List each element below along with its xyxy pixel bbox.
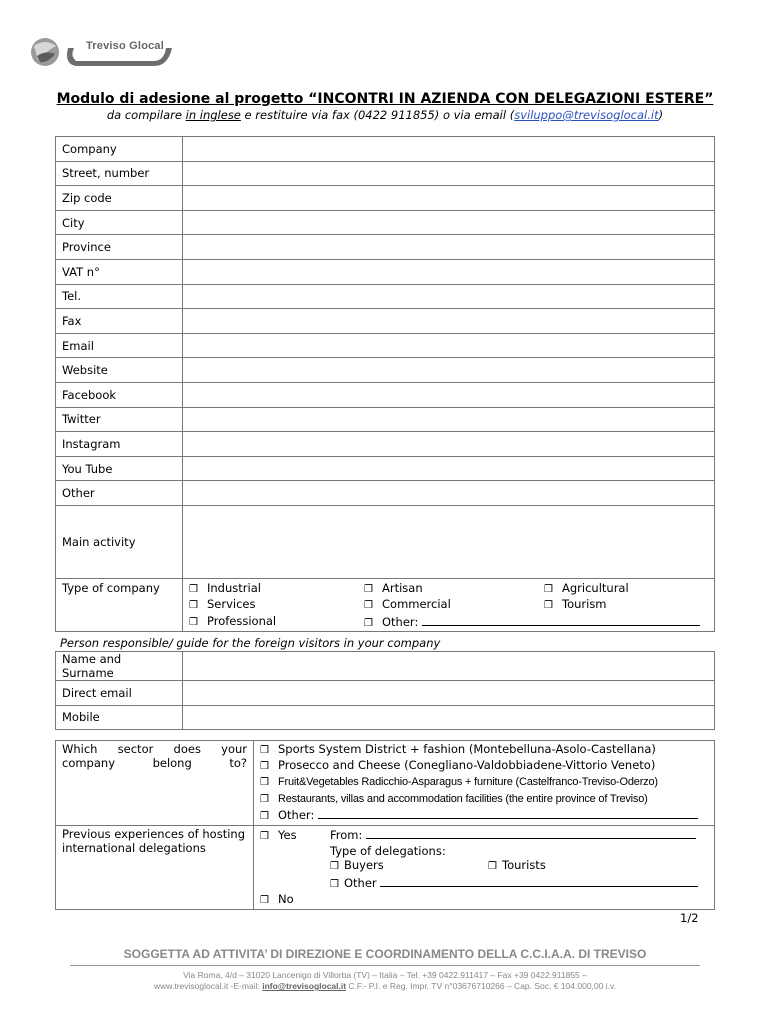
- checkbox-icon[interactable]: ❒: [330, 878, 339, 890]
- footer-text: C.F.- P.I. e Reg. Impr. TV n°03676710266 – Cap. Soc. € 104.000,00 i.v.: [346, 981, 616, 991]
- checkbox-icon[interactable]: ❒: [260, 745, 269, 756]
- option-label: Prosecco and Cheese (Conegliano-Valdobbiadene-Vittorio Veneto): [278, 758, 656, 773]
- field-label: Twitter: [56, 407, 183, 432]
- checkbox-icon[interactable]: ❒: [260, 894, 269, 906]
- field-label: Other: [56, 481, 183, 506]
- checkbox-icon[interactable]: ❒: [544, 583, 553, 595]
- option-label: Fruit&Vegetables Radicchio-Asparagus + furniture (Castelfranco-Treviso-Oderzo): [278, 776, 658, 789]
- email-link[interactable]: sviluppo@trevisoglocal.it: [514, 108, 659, 122]
- mobile-input[interactable]: [183, 705, 715, 730]
- tel-input[interactable]: [183, 284, 715, 309]
- checkbox-icon[interactable]: ❒: [364, 600, 373, 612]
- field-label: Province: [56, 235, 183, 260]
- option-label: Agricultural: [562, 580, 629, 595]
- experience-label: Previous experiences of hosting international delegations: [56, 826, 254, 910]
- tourists-label: Tourists: [502, 858, 546, 873]
- treviso-glocal-logo: [26, 30, 176, 74]
- field-label: VAT n°: [56, 259, 183, 284]
- field-label: You Tube: [56, 456, 183, 481]
- delegation-type-label: Type of delegations:: [330, 844, 446, 859]
- option-tourism[interactable]: [544, 597, 704, 614]
- company-input[interactable]: [183, 137, 715, 162]
- field-label: Name and Surname: [56, 652, 183, 681]
- zip-input[interactable]: [183, 186, 715, 211]
- subtitle-text: ): [658, 108, 664, 122]
- logo-text: Treviso Glocal: [86, 40, 165, 52]
- other-sector-line[interactable]: [318, 807, 698, 819]
- footer-email-link[interactable]: info@trevisoglocal.it: [262, 981, 347, 991]
- sector-label: [56, 741, 254, 826]
- checkbox-icon[interactable]: ❒: [189, 600, 198, 612]
- subtitle-underlined: in inglese: [185, 108, 241, 122]
- field-label: Direct email: [56, 681, 183, 706]
- checkbox-icon[interactable]: ❒: [260, 810, 269, 822]
- type-of-company-options: [183, 578, 715, 632]
- experience-no-row[interactable]: [260, 892, 708, 908]
- option-label: Commercial: [382, 597, 451, 612]
- direct-email-input[interactable]: [183, 681, 715, 706]
- twitter-input[interactable]: [183, 407, 715, 432]
- footer-title: SOGGETTA AD ATTIVITA’ DI DIREZIONE E COORDINAMENTO DELLA C.C.I.A.A. DI TREVISO: [123, 947, 647, 961]
- checkbox-icon[interactable]: ❒: [260, 831, 269, 843]
- vat-input[interactable]: [183, 259, 715, 284]
- person-section-title: Person responsible/ guide for the foreign visitors in your company: [60, 636, 441, 650]
- checkbox-icon[interactable]: ❒: [544, 600, 553, 612]
- field-label: Tel.: [56, 284, 183, 309]
- footer-text: www.trevisoglocal.it -E-mail:: [154, 981, 263, 991]
- sector-options: [254, 741, 715, 826]
- facebook-input[interactable]: [183, 382, 715, 407]
- field-label: Website: [56, 358, 183, 383]
- footer-contacts: [0, 981, 770, 991]
- from-line[interactable]: [366, 827, 696, 839]
- option-label: Other:: [382, 614, 419, 629]
- person-table: [55, 651, 715, 730]
- subtitle-text: e restituire via fax (0422 911855) o via email (: [240, 108, 515, 122]
- option-label: Sports System District + fashion (Montebelluna-Asolo-Castellana): [278, 742, 656, 756]
- delegation-other-row[interactable]: [260, 875, 708, 892]
- other-input[interactable]: [183, 481, 715, 506]
- main-activity-input[interactable]: [183, 505, 715, 578]
- option-label: Tourism: [562, 597, 607, 612]
- subtitle-text: da compilare: [106, 108, 186, 122]
- option-professional[interactable]: [189, 614, 364, 632]
- delegation-type-row: [260, 858, 708, 874]
- checkbox-icon[interactable]: ❒: [260, 777, 269, 789]
- email-input[interactable]: [183, 333, 715, 358]
- sector-label-text: Which sector does your company belong to?: [62, 742, 247, 771]
- city-input[interactable]: [183, 210, 715, 235]
- option-label: Other:: [278, 807, 315, 822]
- sector-option[interactable]: [260, 758, 708, 774]
- field-label: Zip code: [56, 186, 183, 211]
- option-industrial[interactable]: [189, 581, 364, 598]
- other-label: Other: [344, 875, 377, 890]
- form-title: Modulo di adesione al progetto “INCONTRI IN AZIENDA CON DELEGAZIONI ESTERE”: [56, 91, 714, 107]
- province-input[interactable]: [183, 235, 715, 260]
- sector-option[interactable]: [260, 791, 708, 807]
- checkbox-icon[interactable]: ❒: [364, 583, 373, 595]
- website-input[interactable]: [183, 358, 715, 383]
- field-label: Company: [56, 137, 183, 162]
- field-label: Main activity: [56, 505, 183, 578]
- experience-yes-row: [260, 827, 708, 844]
- checkbox-icon[interactable]: ❒: [330, 861, 339, 873]
- field-label: Fax: [56, 309, 183, 334]
- option-label: Professional: [207, 613, 277, 628]
- option-label: Restaurants, villas and accommodation facilities (the entire province of Treviso): [278, 792, 648, 805]
- street-input[interactable]: [183, 161, 715, 186]
- field-label: City: [56, 210, 183, 235]
- sector-option[interactable]: [260, 742, 708, 758]
- checkbox-icon[interactable]: ❒: [189, 583, 198, 595]
- option-tourists[interactable]: [488, 858, 546, 872]
- sector-option[interactable]: [260, 774, 708, 790]
- checkbox-icon[interactable]: ❒: [189, 616, 198, 628]
- page-number: 1/2: [680, 911, 699, 925]
- buyers-label: Buyers: [344, 858, 384, 873]
- footer-divider: [70, 965, 700, 966]
- option-artisan[interactable]: [364, 581, 544, 598]
- field-label: Email: [56, 333, 183, 358]
- checkbox-icon[interactable]: ❒: [364, 617, 373, 629]
- instagram-input[interactable]: [183, 432, 715, 457]
- sector-option-other[interactable]: [260, 807, 708, 824]
- from-label: From:: [330, 828, 363, 843]
- option-commercial[interactable]: [364, 597, 544, 614]
- sector-table: [55, 740, 715, 910]
- form-subtitle: [0, 108, 770, 122]
- field-label: Street, number: [56, 161, 183, 186]
- field-label: Mobile: [56, 705, 183, 730]
- checkbox-icon[interactable]: ❒: [260, 761, 269, 773]
- yes-label: Yes: [278, 828, 297, 843]
- company-table: [55, 136, 715, 632]
- no-label: No: [278, 891, 294, 906]
- checkbox-icon[interactable]: ❒: [260, 793, 269, 805]
- experience-options: [254, 826, 715, 910]
- other-type-line[interactable]: [422, 614, 700, 626]
- option-label: Artisan: [382, 580, 423, 595]
- option-services[interactable]: [189, 597, 364, 614]
- name-input[interactable]: [183, 652, 715, 681]
- option-agricultural[interactable]: [544, 581, 704, 598]
- other-delegation-line[interactable]: [380, 875, 698, 887]
- option-buyers[interactable]: [330, 858, 488, 874]
- option-other[interactable]: [364, 614, 704, 632]
- option-label: Services: [207, 597, 256, 612]
- field-label: Instagram: [56, 432, 183, 457]
- footer-address: Via Roma, 4/d – 31020 Lancenigo di Villorba (TV) – Italia – Tel. +39 0422.911417 – Fax +39 0422.911855 –: [183, 970, 587, 980]
- field-label: Type of company: [56, 578, 183, 632]
- field-label: Facebook: [56, 382, 183, 407]
- youtube-input[interactable]: [183, 456, 715, 481]
- checkbox-icon[interactable]: ❒: [488, 861, 497, 873]
- option-label: Industrial: [207, 580, 261, 595]
- fax-input[interactable]: [183, 309, 715, 334]
